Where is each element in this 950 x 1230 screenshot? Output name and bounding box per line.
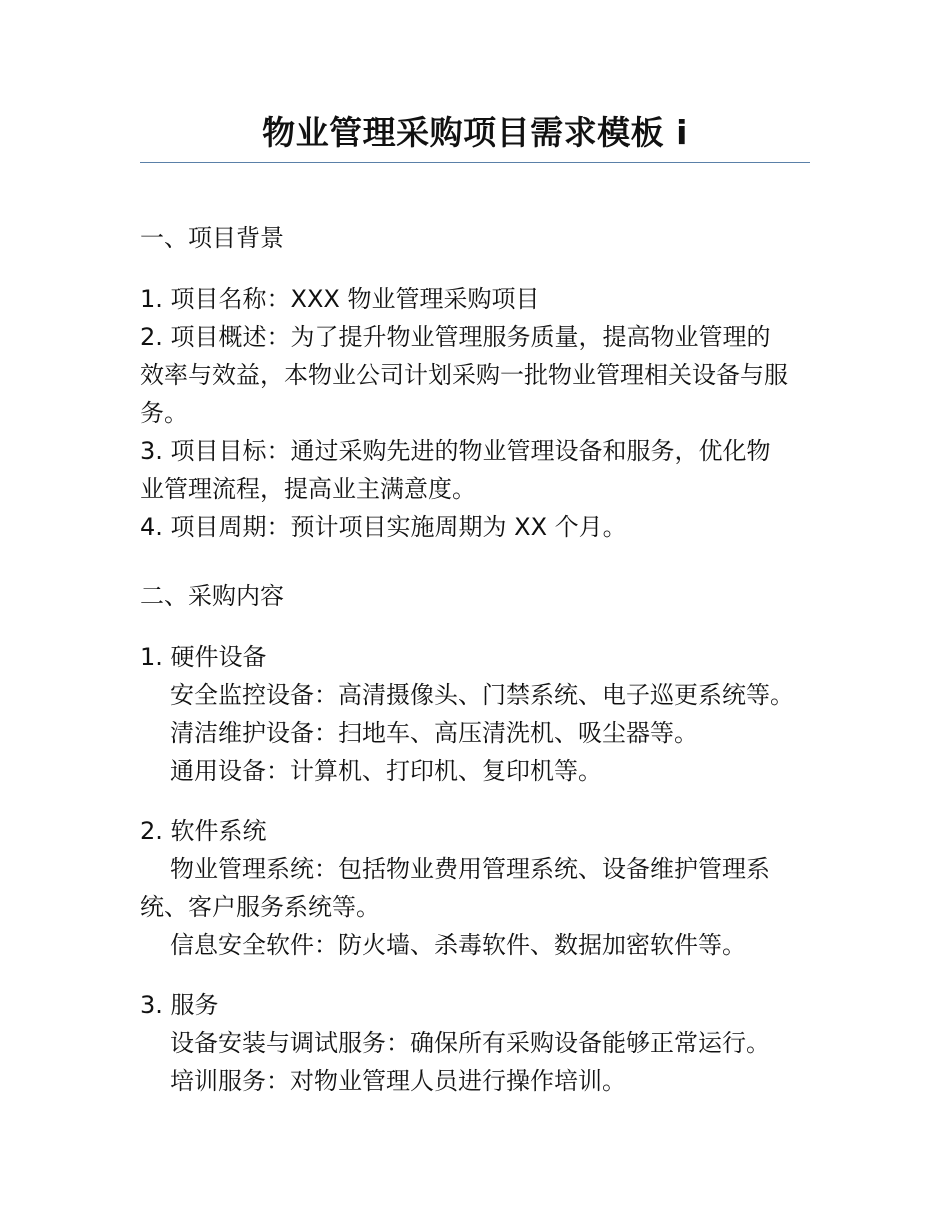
section-heading-procurement: 二、采购内容 xyxy=(140,582,284,610)
services-heading: 3. 服务 xyxy=(140,991,219,1019)
software-line-continued: 统、客户服务系统等。 xyxy=(140,893,380,921)
project-goal-line-1: 3. 项目目标：通过采购先进的物业管理设备和服务，优化物 xyxy=(140,437,771,465)
background-list xyxy=(140,280,810,546)
hardware-line: 通用设备：计算机、打印机、复印机等。 xyxy=(170,757,602,785)
project-name-line: 1. 项目名称：XXX 物业管理采购项目 xyxy=(140,285,540,313)
software-line: 信息安全软件：防火墙、杀毒软件、数据加密软件等。 xyxy=(170,931,746,959)
hardware-heading: 1. 硬件设备 xyxy=(140,643,267,671)
software-line: 物业管理系统：包括物业费用管理系统、设备维护管理系 xyxy=(170,855,770,883)
services-line: 设备安装与调试服务：确保所有采购设备能够正常运行。 xyxy=(170,1029,770,1057)
services-line: 培训服务：对物业管理人员进行操作培训。 xyxy=(170,1067,626,1095)
document-title: 物业管理采购项目需求模板 i xyxy=(262,113,688,152)
hardware-line: 清洁维护设备：扫地车、高压清洗机、吸尘器等。 xyxy=(170,719,698,747)
project-goal-line-2: 业管理流程，提高业主满意度。 xyxy=(140,475,476,503)
section-heading-background: 一、项目背景 xyxy=(140,224,284,252)
project-overview-line-3: 务。 xyxy=(140,399,188,427)
document-page xyxy=(140,0,810,1100)
project-period-line: 4. 项目周期：预计项目实施周期为 XX 个月。 xyxy=(140,513,627,541)
hardware-line: 安全监控设备：高清摄像头、门禁系统、电子巡更系统等。 xyxy=(170,681,794,709)
project-overview-line-1: 2. 项目概述：为了提升物业管理服务质量，提高物业管理的 xyxy=(140,323,771,351)
title-underline xyxy=(140,162,810,163)
software-heading: 2. 软件系统 xyxy=(140,817,267,845)
project-overview-line-2: 效率与效益，本物业公司计划采购一批物业管理相关设备与服 xyxy=(140,361,788,389)
